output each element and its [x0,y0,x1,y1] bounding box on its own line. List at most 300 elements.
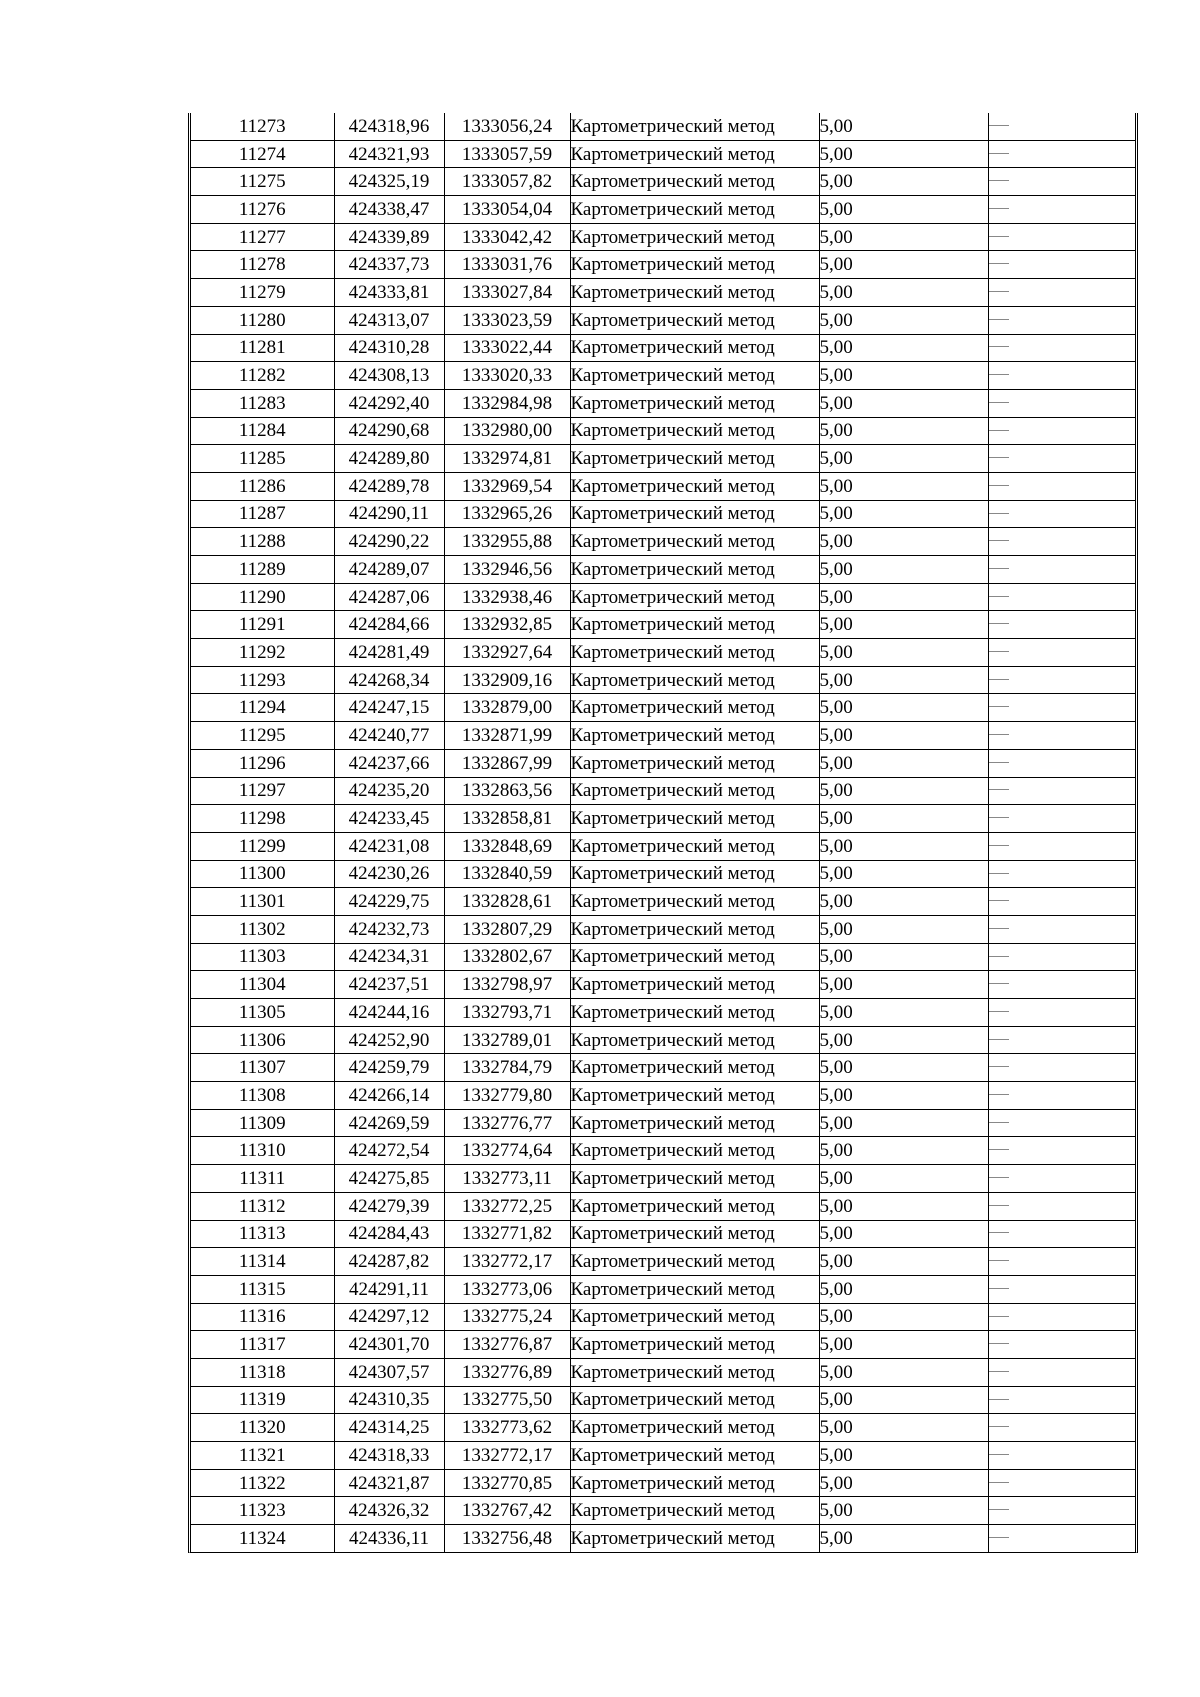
description-cell [988,1275,1135,1303]
description-cell [988,1109,1135,1137]
method-cell: Картометрический метод [570,1109,819,1137]
point-number-cell: 11297 [191,777,334,805]
point-number-cell: 11289 [191,556,334,584]
point-number-cell: 11308 [191,1082,334,1110]
dash-mark [989,346,1009,347]
accuracy-cell: 5,00 [819,445,988,473]
description-cell [988,832,1135,860]
point-number-cell: 11299 [191,832,334,860]
method-cell: Картометрический метод [570,805,819,833]
table-row [191,1331,1135,1359]
point-number-cell: 11312 [191,1192,334,1220]
dash-mark [989,956,1009,957]
accuracy-cell: 5,00 [819,666,988,694]
accuracy-cell: 5,00 [819,1275,988,1303]
dash-mark [989,817,1009,818]
description-cell [988,472,1135,500]
x-coordinate-cell: 424333,81 [334,279,444,307]
point-number-cell: 11281 [191,334,334,362]
accuracy-cell: 5,00 [819,306,988,334]
x-coordinate-cell: 424284,66 [334,611,444,639]
y-coordinate-cell: 1333020,33 [444,362,570,390]
description-cell [988,611,1135,639]
accuracy-cell: 5,00 [819,279,988,307]
dash-mark [989,762,1009,763]
method-cell: Картометрический метод [570,1220,819,1248]
table-row [191,777,1135,805]
point-number-cell: 11285 [191,445,334,473]
method-cell: Картометрический метод [570,749,819,777]
table-row [191,860,1135,888]
point-number-cell: 11303 [191,943,334,971]
description-cell [988,251,1135,279]
table-row [191,472,1135,500]
point-number-cell: 11279 [191,279,334,307]
dash-mark [989,291,1009,292]
y-coordinate-cell: 1332965,26 [444,500,570,528]
point-number-cell: 11321 [191,1442,334,1470]
method-cell: Картометрический метод [570,1165,819,1193]
x-coordinate-cell: 424268,34 [334,666,444,694]
method-cell: Картометрический метод [570,140,819,168]
y-coordinate-cell: 1332974,81 [444,445,570,473]
accuracy-cell: 5,00 [819,805,988,833]
point-number-cell: 11288 [191,528,334,556]
table-row [191,500,1135,528]
x-coordinate-cell: 424310,35 [334,1386,444,1414]
table-row [191,832,1135,860]
description-cell [988,1026,1135,1054]
accuracy-cell: 5,00 [819,1220,988,1248]
description-cell [988,1220,1135,1248]
y-coordinate-cell: 1333057,82 [444,168,570,196]
accuracy-cell: 5,00 [819,1469,988,1497]
table-row [191,279,1135,307]
method-cell: Картометрический метод [570,472,819,500]
method-cell: Картометрический метод [570,500,819,528]
description-cell [988,528,1135,556]
dash-mark [989,485,1009,486]
dash-mark [989,568,1009,569]
table-row [191,1165,1135,1193]
table-row [191,223,1135,251]
method-cell: Картометрический метод [570,389,819,417]
method-cell: Картометрический метод [570,1137,819,1165]
y-coordinate-cell: 1332775,50 [444,1386,570,1414]
accuracy-cell: 5,00 [819,556,988,584]
dash-mark [989,1537,1009,1538]
description-cell [988,915,1135,943]
dash-mark [989,1066,1009,1067]
dash-mark [989,1177,1009,1178]
point-number-cell: 11301 [191,888,334,916]
method-cell: Картометрический метод [570,1192,819,1220]
accuracy-cell: 5,00 [819,500,988,528]
accuracy-cell: 5,00 [819,113,988,140]
x-coordinate-cell: 424292,40 [334,389,444,417]
table-row [191,445,1135,473]
table-row [191,1275,1135,1303]
method-cell: Картометрический метод [570,1414,819,1442]
x-coordinate-cell: 424289,78 [334,472,444,500]
x-coordinate-cell: 424339,89 [334,223,444,251]
description-cell [988,1137,1135,1165]
point-number-cell: 11316 [191,1303,334,1331]
dash-mark [989,263,1009,264]
table-row [191,666,1135,694]
description-cell [988,113,1135,140]
description-cell [988,694,1135,722]
x-coordinate-cell: 424308,13 [334,362,444,390]
accuracy-cell: 5,00 [819,999,988,1027]
accuracy-cell: 5,00 [819,389,988,417]
accuracy-cell: 5,00 [819,1137,988,1165]
method-cell: Картометрический метод [570,1248,819,1276]
point-number-cell: 11309 [191,1109,334,1137]
y-coordinate-cell: 1332879,00 [444,694,570,722]
x-coordinate-cell: 424237,66 [334,749,444,777]
x-coordinate-cell: 424240,77 [334,722,444,750]
accuracy-cell: 5,00 [819,749,988,777]
point-number-cell: 11278 [191,251,334,279]
accuracy-cell: 5,00 [819,860,988,888]
dash-mark [989,1288,1009,1289]
accuracy-cell: 5,00 [819,1414,988,1442]
method-cell: Картометрический метод [570,556,819,584]
x-coordinate-cell: 424307,57 [334,1358,444,1386]
point-number-cell: 11296 [191,749,334,777]
description-cell [988,362,1135,390]
description-cell [988,1414,1135,1442]
y-coordinate-cell: 1332909,16 [444,666,570,694]
description-cell [988,1358,1135,1386]
method-cell: Картометрический метод [570,999,819,1027]
x-coordinate-cell: 424287,06 [334,583,444,611]
method-cell: Картометрический метод [570,1082,819,1110]
description-cell [988,1469,1135,1497]
table-row [191,362,1135,390]
dash-mark [989,1316,1009,1317]
point-number-cell: 11292 [191,639,334,667]
description-cell [988,999,1135,1027]
method-cell: Картометрический метод [570,666,819,694]
y-coordinate-cell: 1332776,77 [444,1109,570,1137]
x-coordinate-cell: 424279,39 [334,1192,444,1220]
accuracy-cell: 5,00 [819,694,988,722]
point-number-cell: 11293 [191,666,334,694]
y-coordinate-cell: 1332767,42 [444,1497,570,1525]
description-cell [988,805,1135,833]
accuracy-cell: 5,00 [819,583,988,611]
table-row [191,1026,1135,1054]
point-number-cell: 11317 [191,1331,334,1359]
y-coordinate-cell: 1332775,24 [444,1303,570,1331]
y-coordinate-cell: 1332756,48 [444,1525,570,1552]
description-cell [988,306,1135,334]
y-coordinate-cell: 1332858,81 [444,805,570,833]
x-coordinate-cell: 424289,07 [334,556,444,584]
y-coordinate-cell: 1333022,44 [444,334,570,362]
accuracy-cell: 5,00 [819,196,988,224]
method-cell: Картометрический метод [570,777,819,805]
table-row [191,1497,1135,1525]
description-cell [988,223,1135,251]
x-coordinate-cell: 424326,32 [334,1497,444,1525]
y-coordinate-cell: 1332938,46 [444,583,570,611]
method-cell: Картометрический метод [570,168,819,196]
method-cell: Картометрический метод [570,915,819,943]
table-row [191,334,1135,362]
accuracy-cell: 5,00 [819,223,988,251]
method-cell: Картометрический метод [570,1331,819,1359]
dash-mark [989,402,1009,403]
method-cell: Картометрический метод [570,445,819,473]
x-coordinate-cell: 424287,82 [334,1248,444,1276]
x-coordinate-cell: 424310,28 [334,334,444,362]
description-cell [988,334,1135,362]
description-cell [988,389,1135,417]
dash-mark [989,789,1009,790]
dash-mark [989,125,1009,126]
point-number-cell: 11311 [191,1165,334,1193]
y-coordinate-cell: 1332773,62 [444,1414,570,1442]
point-number-cell: 11277 [191,223,334,251]
dash-mark [989,1011,1009,1012]
dash-mark [989,374,1009,375]
accuracy-cell: 5,00 [819,1497,988,1525]
y-coordinate-cell: 1332828,61 [444,888,570,916]
y-coordinate-cell: 1332793,71 [444,999,570,1027]
point-number-cell: 11274 [191,140,334,168]
dash-mark [989,1232,1009,1233]
table-row [191,1442,1135,1470]
method-cell: Картометрический метод [570,832,819,860]
accuracy-cell: 5,00 [819,971,988,999]
table-row [191,1469,1135,1497]
y-coordinate-cell: 1332772,25 [444,1192,570,1220]
table-row [191,1414,1135,1442]
description-cell [988,971,1135,999]
point-number-cell: 11314 [191,1248,334,1276]
table-row [191,306,1135,334]
dash-mark [989,706,1009,707]
table-row [191,1220,1135,1248]
x-coordinate-cell: 424281,49 [334,639,444,667]
point-number-cell: 11280 [191,306,334,334]
y-coordinate-cell: 1332776,87 [444,1331,570,1359]
dash-mark [989,319,1009,320]
method-cell: Картометрический метод [570,639,819,667]
accuracy-cell: 5,00 [819,1358,988,1386]
description-cell [988,417,1135,445]
y-coordinate-cell: 1333031,76 [444,251,570,279]
table-row [191,999,1135,1027]
x-coordinate-cell: 424297,12 [334,1303,444,1331]
y-coordinate-cell: 1332848,69 [444,832,570,860]
x-coordinate-cell: 424289,80 [334,445,444,473]
point-number-cell: 11286 [191,472,334,500]
y-coordinate-cell: 1333054,04 [444,196,570,224]
dash-mark [989,1399,1009,1400]
description-cell [988,1248,1135,1276]
point-number-cell: 11320 [191,1414,334,1442]
table-row [191,140,1135,168]
description-cell [988,749,1135,777]
dash-mark [989,651,1009,652]
x-coordinate-cell: 424234,31 [334,943,444,971]
table-row [191,251,1135,279]
y-coordinate-cell: 1332932,85 [444,611,570,639]
y-coordinate-cell: 1332773,06 [444,1275,570,1303]
point-number-cell: 11313 [191,1220,334,1248]
description-cell [988,888,1135,916]
dash-mark [989,1149,1009,1150]
x-coordinate-cell: 424321,87 [334,1469,444,1497]
y-coordinate-cell: 1332798,97 [444,971,570,999]
method-cell: Картометрический метод [570,1026,819,1054]
method-cell: Картометрический метод [570,251,819,279]
x-coordinate-cell: 424266,14 [334,1082,444,1110]
point-number-cell: 11324 [191,1525,334,1552]
accuracy-cell: 5,00 [819,888,988,916]
method-cell: Картометрический метод [570,611,819,639]
method-cell: Картометрический метод [570,196,819,224]
accuracy-cell: 5,00 [819,1165,988,1193]
x-coordinate-cell: 424237,51 [334,971,444,999]
point-number-cell: 11302 [191,915,334,943]
table-row [191,611,1135,639]
dash-mark [989,1482,1009,1483]
x-coordinate-cell: 424318,96 [334,113,444,140]
x-coordinate-cell: 424337,73 [334,251,444,279]
description-cell [988,140,1135,168]
dash-mark [989,873,1009,874]
description-cell [988,1192,1135,1220]
y-coordinate-cell: 1333042,42 [444,223,570,251]
method-cell: Картометрический метод [570,1497,819,1525]
point-number-cell: 11276 [191,196,334,224]
dash-mark [989,679,1009,680]
y-coordinate-cell: 1332863,56 [444,777,570,805]
method-cell: Картометрический метод [570,1303,819,1331]
description-cell [988,1442,1135,1470]
dash-mark [989,153,1009,154]
dash-mark [989,208,1009,209]
description-cell [988,1497,1135,1525]
accuracy-cell: 5,00 [819,1082,988,1110]
coordinates-table-frame [188,113,1138,1553]
table-row [191,1137,1135,1165]
accuracy-cell: 5,00 [819,1109,988,1137]
description-cell [988,1165,1135,1193]
point-number-cell: 11304 [191,971,334,999]
method-cell: Картометрический метод [570,113,819,140]
description-cell [988,666,1135,694]
table-row [191,389,1135,417]
accuracy-cell: 5,00 [819,1331,988,1359]
y-coordinate-cell: 1333023,59 [444,306,570,334]
accuracy-cell: 5,00 [819,1192,988,1220]
y-coordinate-cell: 1332980,00 [444,417,570,445]
accuracy-cell: 5,00 [819,334,988,362]
accuracy-cell: 5,00 [819,528,988,556]
x-coordinate-cell: 424318,33 [334,1442,444,1470]
accuracy-cell: 5,00 [819,832,988,860]
description-cell [988,722,1135,750]
table-row [191,1525,1135,1552]
x-coordinate-cell: 424284,43 [334,1220,444,1248]
dash-mark [989,1260,1009,1261]
dash-mark [989,928,1009,929]
accuracy-cell: 5,00 [819,777,988,805]
description-cell [988,1331,1135,1359]
table-row [191,417,1135,445]
description-cell [988,1303,1135,1331]
dash-mark [989,1454,1009,1455]
point-number-cell: 11295 [191,722,334,750]
dash-mark [989,623,1009,624]
accuracy-cell: 5,00 [819,1525,988,1552]
method-cell: Картометрический метод [570,223,819,251]
accuracy-cell: 5,00 [819,251,988,279]
dash-mark [989,734,1009,735]
table-row [191,556,1135,584]
method-cell: Картометрический метод [570,1442,819,1470]
method-cell: Картометрический метод [570,1525,819,1552]
point-number-cell: 11306 [191,1026,334,1054]
table-row [191,1109,1135,1137]
dash-mark [989,430,1009,431]
table-row [191,168,1135,196]
dash-mark [989,983,1009,984]
point-number-cell: 11310 [191,1137,334,1165]
description-cell [988,1386,1135,1414]
method-cell: Картометрический метод [570,722,819,750]
dash-mark [989,457,1009,458]
description-cell [988,279,1135,307]
y-coordinate-cell: 1332867,99 [444,749,570,777]
x-coordinate-cell: 424325,19 [334,168,444,196]
accuracy-cell: 5,00 [819,611,988,639]
table-row [191,1358,1135,1386]
accuracy-cell: 5,00 [819,1386,988,1414]
table-row [191,943,1135,971]
accuracy-cell: 5,00 [819,1054,988,1082]
description-cell [988,583,1135,611]
y-coordinate-cell: 1332771,82 [444,1220,570,1248]
description-cell [988,1082,1135,1110]
description-cell [988,860,1135,888]
y-coordinate-cell: 1332784,79 [444,1054,570,1082]
table-row [191,971,1135,999]
method-cell: Картометрический метод [570,306,819,334]
y-coordinate-cell: 1332802,67 [444,943,570,971]
x-coordinate-cell: 424247,15 [334,694,444,722]
method-cell: Картометрический метод [570,694,819,722]
point-number-cell: 11282 [191,362,334,390]
dash-mark [989,1426,1009,1427]
x-coordinate-cell: 424290,11 [334,500,444,528]
y-coordinate-cell: 1332773,11 [444,1165,570,1193]
method-cell: Картометрический метод [570,1469,819,1497]
dash-mark [989,180,1009,181]
point-number-cell: 11323 [191,1497,334,1525]
description-cell [988,500,1135,528]
accuracy-cell: 5,00 [819,639,988,667]
y-coordinate-cell: 1333027,84 [444,279,570,307]
dash-mark [989,900,1009,901]
description-cell [988,639,1135,667]
